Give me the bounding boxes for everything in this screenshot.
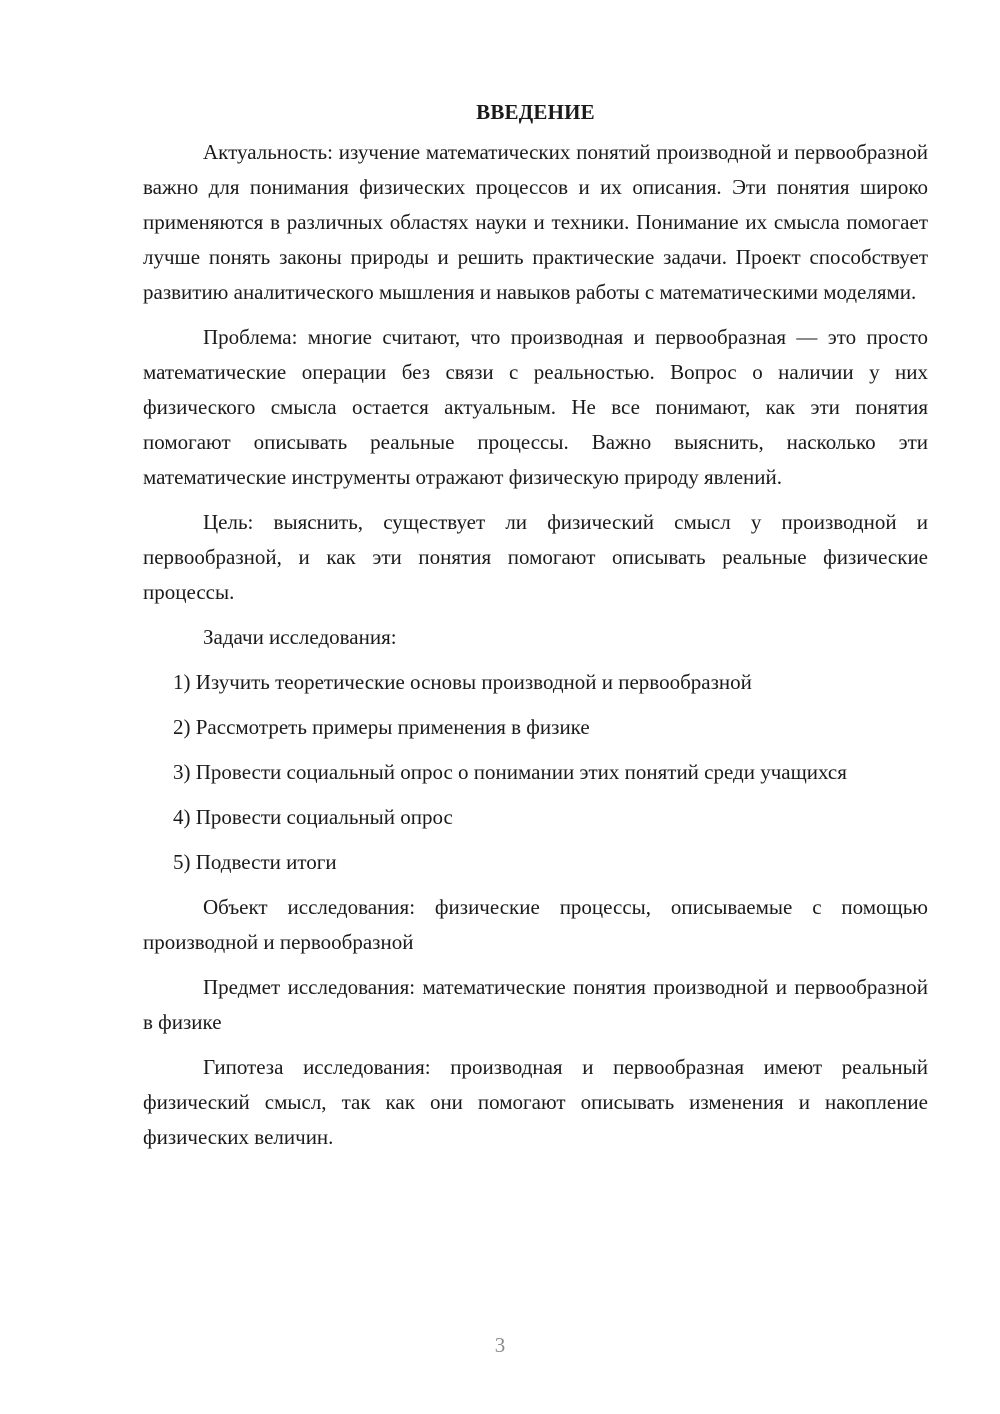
tasks-list (143, 665, 928, 880)
document-page (143, 95, 928, 1165)
page-number: 3 (494, 1333, 506, 1357)
list-item: 3) Провести социальный опрос о понимании этих понятий среди учащихся (173, 760, 847, 784)
paragraph-hypothesis: Гипотеза исследования: производная и первообразная имеют реальный физический смысл, так как они помогают описывать изменения и накопление физических величин. (143, 1055, 928, 1149)
list-item: 5) Подвести итоги (173, 850, 337, 874)
paragraph-subject: Предмет исследования: математические понятия производной и первообразной в физике (143, 975, 928, 1034)
paragraph-object: Объект исследования: физические процессы, описываемые с помощью производной и первообразной (143, 895, 928, 954)
paragraph-relevance: Актуальность: изучение математических понятий производной и первообразной важно для понимания физических процессов и их описания. Эти понятия широко применяются в различных областях науки и техники. Понимание их смысла помогает лучше понять законы природы и решить практические задачи. Проект способствует развитию аналитического мышления и навыков работы с математическими моделями. (143, 140, 928, 304)
list-item: 2) Рассмотреть примеры применения в физике (173, 715, 590, 739)
paragraph-problem: Проблема: многие считают, что производная и первообразная — это просто математические операции без связи с реальностью. Вопрос о наличии у них физического смысла остается актуальным. Не все понимают, как эти понятия помогают описывать реальные процессы. Важно выяснить, насколько эти математические инструменты отражают физическую природу явлений. (143, 325, 928, 489)
list-item: 1) Изучить теоретические основы производной и первообразной (173, 670, 752, 694)
list-item: 4) Провести социальный опрос (173, 805, 453, 829)
paragraph-goal: Цель: выяснить, существует ли физический смысл у производной и первообразной, и как эти понятия помогают описывать реальные физические процессы. (143, 510, 928, 604)
tasks-heading: Задачи исследования: (203, 625, 397, 649)
page-title: ВВЕДЕНИЕ (476, 100, 595, 124)
